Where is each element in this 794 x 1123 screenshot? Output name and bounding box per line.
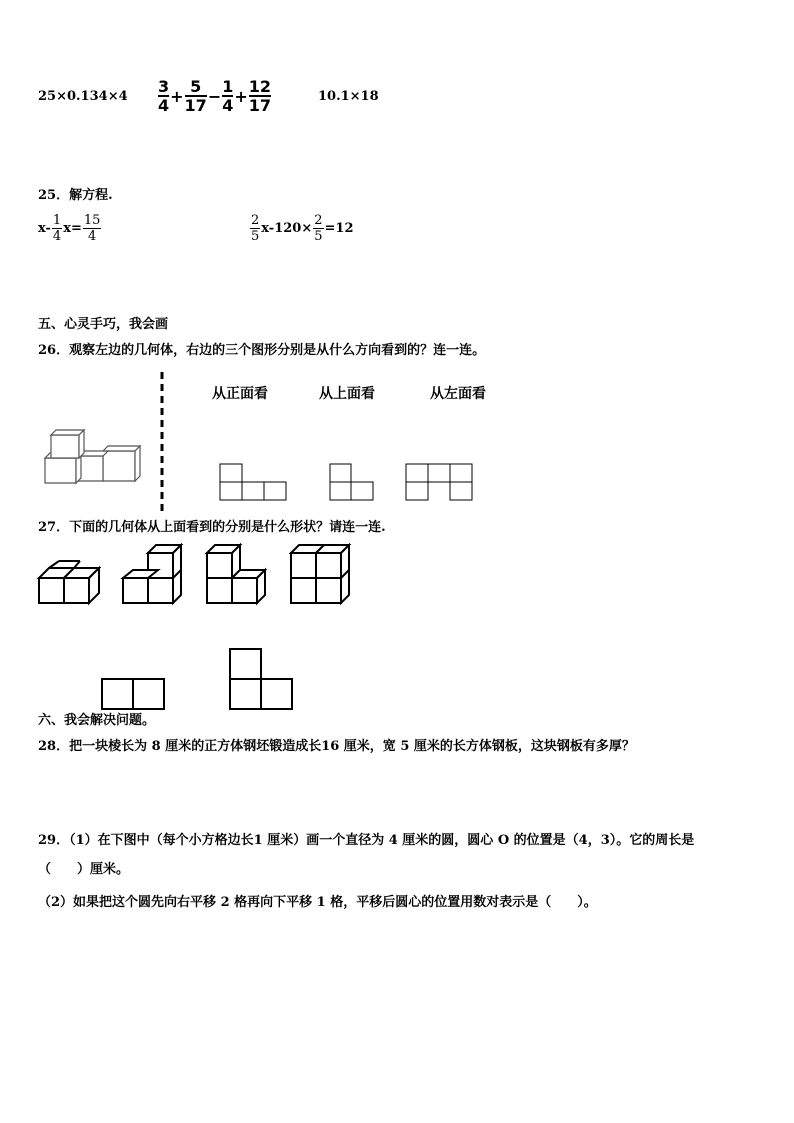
section-6-heading: 六、我会解决问题。: [38, 713, 156, 728]
numerator: 1: [52, 213, 62, 228]
operator: +: [234, 86, 248, 106]
numerator: 2: [314, 213, 323, 228]
left-view-grid: [406, 464, 472, 500]
calc-expr-3: 10.1×18: [318, 89, 379, 104]
q27-title: 27．下面的几何体从上面看到的分别是什么形状？请连一连.: [38, 520, 386, 535]
top-view-grid: [330, 464, 373, 500]
view-label-left: 从左面看: [430, 386, 486, 402]
section-5-heading: 五、心灵手巧，我会画: [38, 317, 169, 332]
operator: +: [170, 86, 184, 106]
denominator: 4: [158, 96, 170, 115]
q29-line-2: （ ）厘米。: [38, 862, 130, 877]
q27-view-shape-2: [230, 649, 292, 709]
q26-title: 26．观察左边的几何体，右边的三个图形分别是从什么方向看到的？连一连。: [38, 343, 486, 358]
q25-title: 25．解方程.: [38, 188, 113, 203]
q27-solid-1: [39, 561, 99, 603]
q27-solid-4: [291, 545, 349, 603]
equation-text: =12: [324, 221, 354, 236]
operator: −: [207, 86, 222, 106]
denominator: 17: [248, 96, 272, 115]
denominator: 5: [251, 229, 260, 244]
q27-solid-3: [207, 545, 265, 603]
denominator: 5: [314, 229, 323, 244]
q29-line-1: 29．（1）在下图中（每个小方格边长1 厘米）画一个直径为 4 厘米的圆，圆心 O 的位置是（4，3）。它的周长是: [38, 833, 695, 848]
equation-text: x=: [63, 221, 82, 236]
view-label-top: 从上面看: [319, 386, 375, 402]
q29-line-3: （2）如果把这个圆先向右平移 2 格再向下平移 1 格，平移后圆心的位置用数对表示是（ ）。: [38, 895, 597, 910]
numerator: 15: [83, 213, 101, 228]
equation-text: x-: [38, 221, 51, 236]
denominator: 17: [184, 96, 207, 115]
denominator: 4: [87, 229, 97, 244]
q27-solid-2: [123, 545, 181, 603]
denominator: 4: [52, 229, 62, 244]
numerator: 5: [190, 77, 202, 96]
q27-view-shape-1: [102, 679, 164, 709]
view-label-front: 从正面看: [212, 386, 268, 402]
equation-text: x-120×: [261, 221, 313, 236]
numerator: 1: [222, 77, 234, 96]
numerator: 2: [251, 213, 260, 228]
numerator: 12: [248, 77, 272, 96]
denominator: 4: [222, 96, 234, 115]
calc-expr-1: 25×0.134×4: [38, 89, 128, 104]
numerator: 3: [158, 77, 170, 96]
q28-text: 28．把一块棱长为 8 厘米的正方体钢坯锻造成长16 厘米，宽 5 厘米的长方体钢板，这块钢板有多厚？: [38, 739, 635, 754]
front-view-grid: [220, 464, 286, 500]
q26-solid: [45, 430, 140, 483]
